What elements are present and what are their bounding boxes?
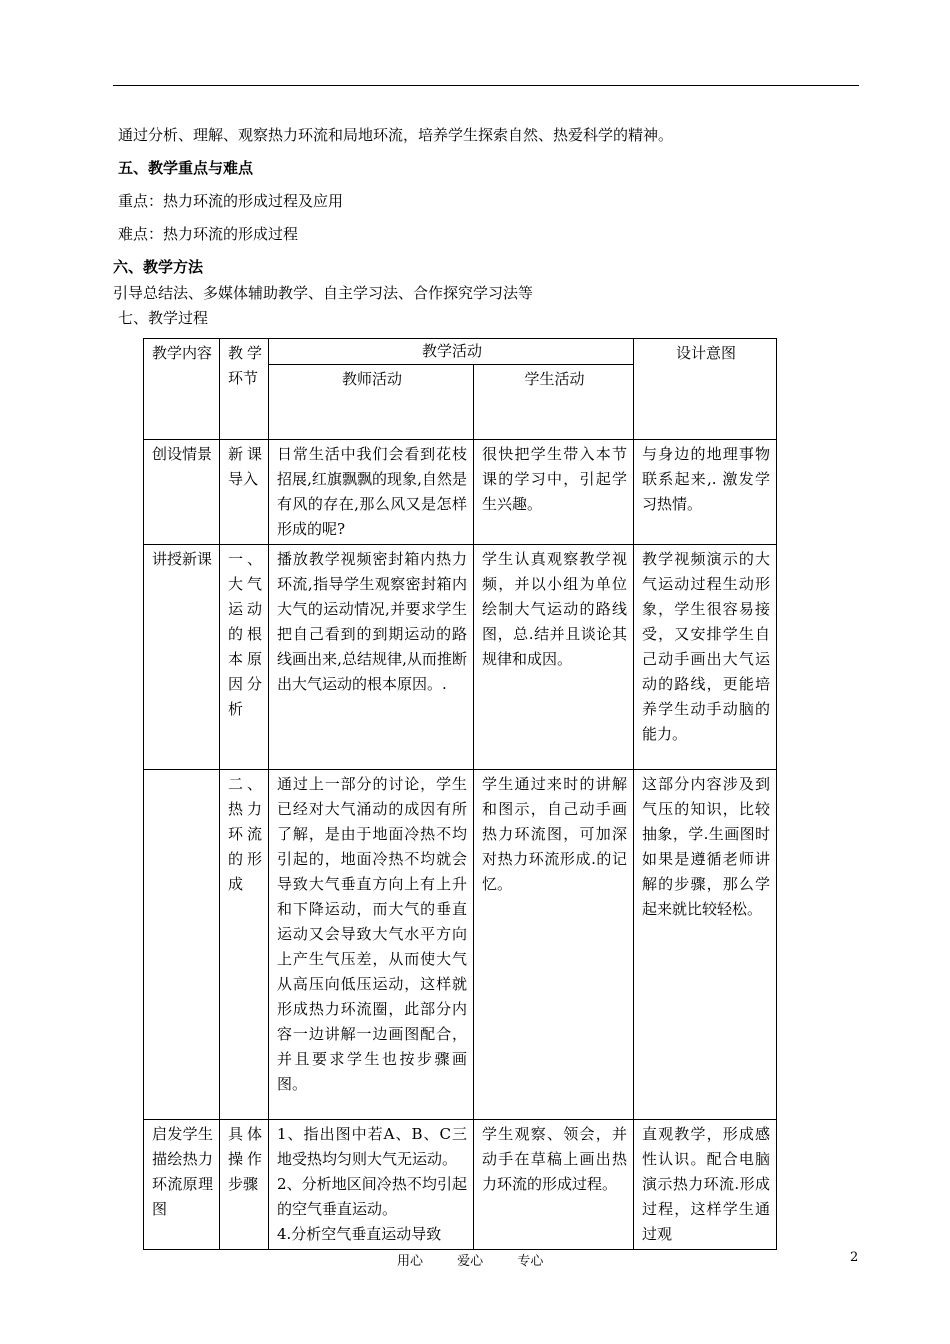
row1-intent: 与身边的地理事物联系起来,. 激发学习热情。: [634, 440, 777, 545]
row2-intent: 教学视频演示的大气运动过程生动形象，学生很容易接受，又安排学生自己动手画出大气运动的路线，更能培养学生动手动脑的能力。: [634, 545, 777, 770]
section7-heading: 七、教学过程: [118, 309, 209, 327]
row2-stage: 一、大气运动的根本原因分析: [220, 545, 269, 770]
row4-teacher: 1、指出图中若A、B、C三地受热均匀则大气无运动。 2、分析地区间冷热不均引起的空气垂直运动。 4.分析空气垂直运动导致: [269, 1120, 474, 1250]
table-row: [144, 440, 777, 545]
row3-content: [144, 770, 220, 1120]
row4-student: 学生观察、领会，并动手在草稿上画出热力环流的形成过程。: [474, 1120, 634, 1250]
table-row: [144, 1120, 777, 1250]
row3-student: 学生通过来时的讲解和图示，自己动手画热力环流图，可加深对热力环流形成.的记忆。: [474, 770, 634, 1120]
row2-content: 讲授新课: [144, 545, 220, 770]
row1-teacher: 日常生活中我们会看到花枝招展,红旗飘飘的现象,自然是有风的存在,那么风又是怎样形成的呢?: [269, 440, 474, 545]
section5-heading: 五、教学重点与难点: [118, 159, 254, 177]
header-stage: 教学环节: [220, 339, 269, 440]
row1-stage: 新课导入: [220, 440, 269, 545]
page-number: 2: [850, 1250, 859, 1265]
teaching-process-table: [143, 338, 777, 1250]
header-student: 学生活动: [474, 365, 634, 440]
table-header-row: [144, 339, 777, 365]
row4-stage: 具体操作步骤: [220, 1120, 269, 1250]
methods-text: 引导总结法、多媒体辅助教学、自主学习法、合作探究学习法等: [113, 284, 534, 302]
footer-motto-3: 专心: [517, 1254, 544, 1269]
footer-motto: [397, 1250, 573, 1269]
footer-motto-1: 用心: [397, 1254, 424, 1269]
header-content: 教学内容: [144, 339, 220, 440]
row3-intent: 这部分内容涉及到气压的知识，比较抽象，学.生画图时如果是遵循老师讲解的步骤，那么学起来就比较轻松。: [634, 770, 777, 1120]
header-rule: [113, 85, 859, 86]
row1-content: 创设情景: [144, 440, 220, 545]
header-teacher: 教师活动: [269, 365, 474, 440]
difficulty-point: 难点：热力环流的形成过程: [118, 225, 299, 243]
header-activity: 教学活动: [269, 339, 634, 365]
row3-stage: 二、热力环流的形成: [220, 770, 269, 1120]
row1-student: 很快把学生带入本节课的学习中，引起学生兴趣。: [474, 440, 634, 545]
row3-teacher: 通过上一部分的讨论，学生已经对大气涌动的成因有所了解，是由于地面冷热不均引起的，地面冷热不均就会导致大气垂直方向上有上升和下降运动，而大气的垂直运动又会导致大气水平方向上产生气压差，从而使大气从高压向低压运动，这样就形成热力环流圈，此部分内容一边讲解一边画图配合，并且要求学生也按步骤画图。: [269, 770, 474, 1120]
header-intent: 设计意图: [634, 339, 777, 440]
row4-content: 启发学生描绘热力环流原理图: [144, 1120, 220, 1250]
key-point: 重点：热力环流的形成过程及应用: [118, 192, 344, 210]
table-row: [144, 545, 777, 770]
row2-teacher: 播放教学视频密封箱内热力环流,指导学生观察密封箱内大气的运动情况,并要求学生把自己看到的到期运动的路线画出来,总结规律,从而推断出大气运动的根本原因。.: [269, 545, 474, 770]
section6-heading: 六、教学方法: [113, 258, 204, 276]
row4-intent: 直观教学，形成感性认识。配合电脑演示热力环流.形成过程，这样学生通过观: [634, 1120, 777, 1250]
footer-motto-2: 爱心: [457, 1254, 484, 1269]
table-row: [144, 770, 777, 1120]
intro-paragraph: 通过分析、理解、观察热力环流和局地环流，培养学生探索自然、热爱科学的精神。: [118, 126, 674, 144]
row2-student: 学生认真观察教学视频，并以小组为单位绘制大气运动的路线图，总.结并且谈论其规律和成因。: [474, 545, 634, 770]
